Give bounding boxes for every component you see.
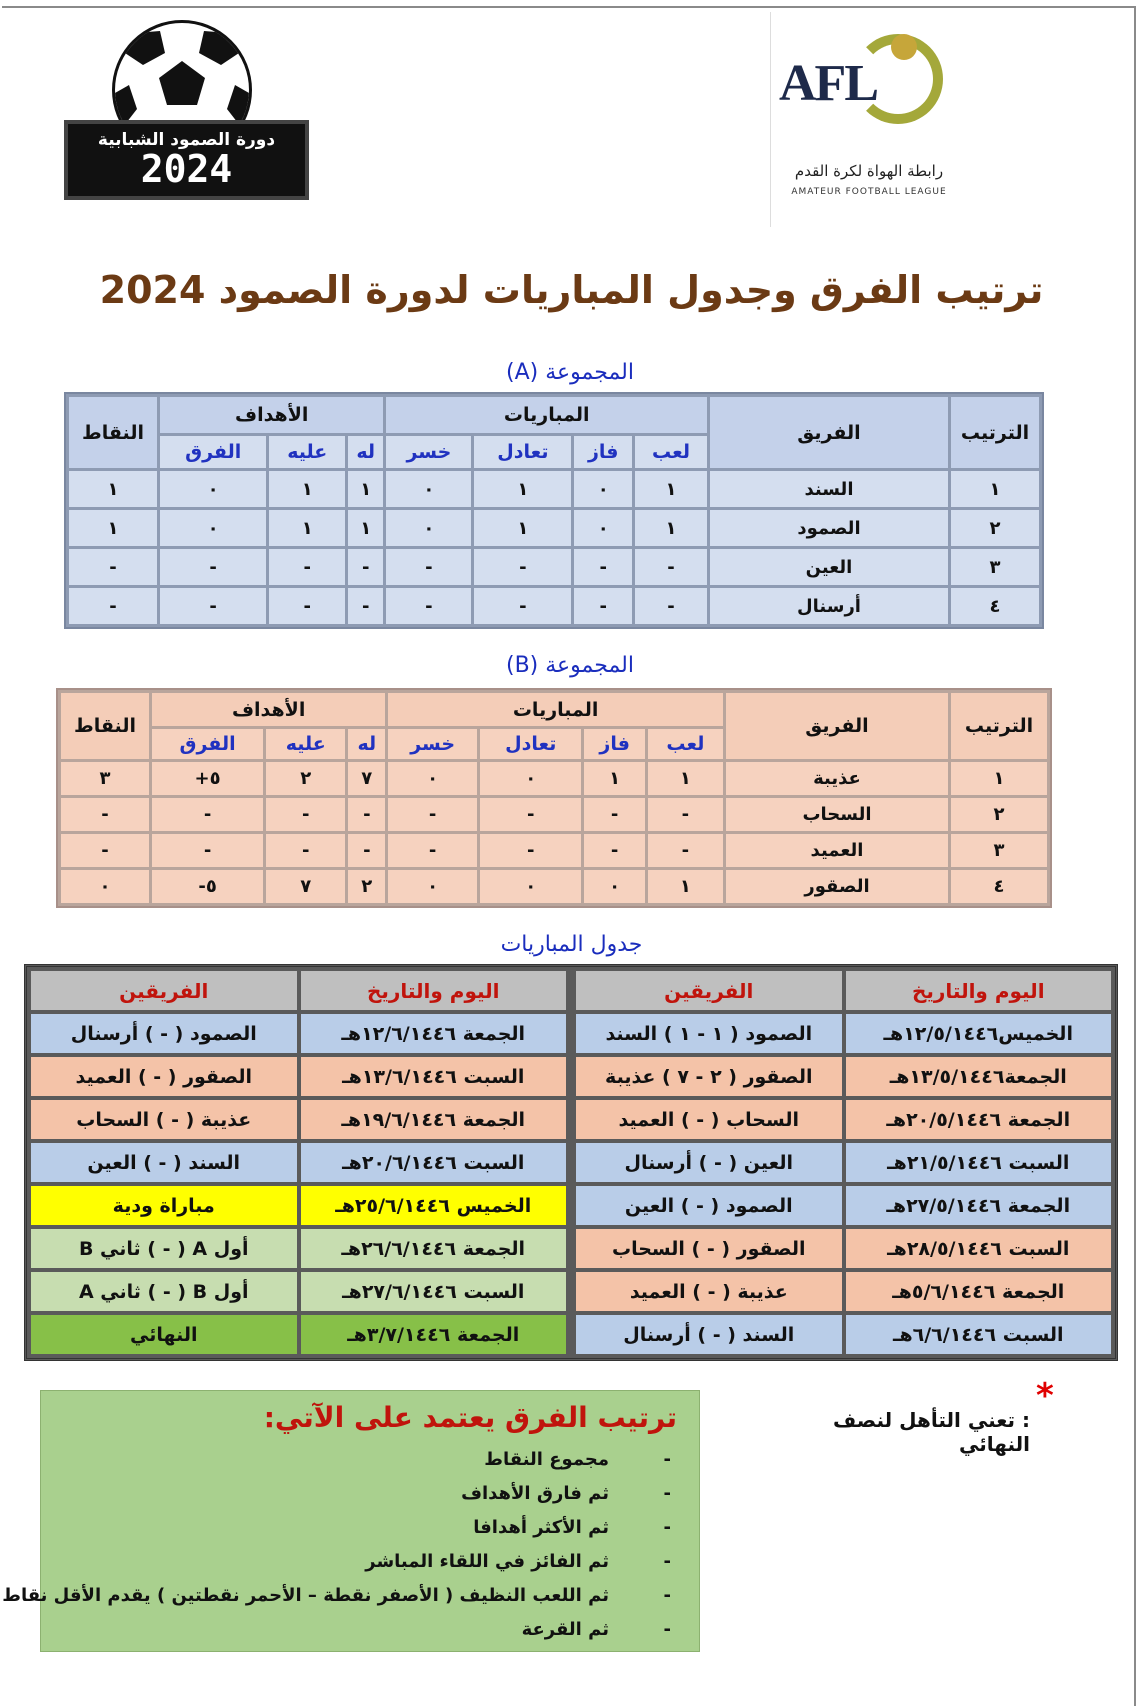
column-divider [570,1100,572,1139]
list-item [2,1443,671,1477]
cell-rank: ٣ [951,549,1039,585]
schedule-title: جدول المباريات [500,932,643,957]
col-against: عليه [266,729,345,759]
col-diff: الفرق [152,729,263,759]
table-row [61,834,1047,867]
match-date: الجمعة ٢٧/٥/١٤٤٦هـ [846,1186,1111,1225]
match-date: السبت ٦/٦/١٤٤٦هـ [846,1315,1111,1354]
asterisk-icon: * [1036,1376,1054,1416]
tournament-name: دورة الصمود الشبابية [97,130,276,150]
cell-won: ٠ [574,510,632,546]
column-divider [570,1229,572,1268]
match-teams: عذيبة ( - ) السحاب [31,1100,297,1139]
cell-points: - [69,549,157,585]
cell-won: - [584,798,644,831]
cell-drawn: - [480,834,581,867]
match-teams: الصقور ( - ) السحاب [576,1229,841,1268]
col-rank: الترتيب [951,693,1047,759]
cell-diff: ٥- [152,870,263,903]
col-teams: الفريقين [31,971,297,1010]
afl-logo [770,12,961,227]
match-teams: الصمود ( ١ - ١ ) السند [576,1014,841,1053]
cell-diff: ٥+ [152,762,263,795]
cell-for: ٢ [348,870,385,903]
tournament-year: 2024 [140,147,233,191]
cell-drawn: - [480,798,581,831]
cell-against: - [269,588,345,624]
rules-title: ترتيب الفرق يعتمد على الآتي: [263,1401,677,1434]
col-lost: خسر [388,729,477,759]
col-played: لعب [648,729,723,759]
table-row [31,1014,1111,1053]
bullet-dash: - [663,1551,671,1572]
match-teams: السند ( - ) أرسنال [576,1315,841,1354]
table-row [31,1186,1111,1225]
cell-team: السند [710,471,948,507]
match-date: الجمعة ٢٦/٦/١٤٤٦هـ [301,1229,566,1268]
cell-played: - [648,834,723,867]
cell-team: أرسنال [710,588,948,624]
cell-won: - [584,834,644,867]
col-drawn: تعادل [480,729,581,759]
list-item [2,1477,671,1511]
cell-points: ١ [69,510,157,546]
col-played: لعب [635,436,707,468]
qualification-note: : تعني التأهل لنصف النهائي [832,1408,1030,1456]
table-row [69,510,1039,546]
col-matches: المباريات [388,693,723,726]
cell-points: ٣ [61,762,149,795]
match-teams: أول B ( - ) ثاني A [31,1272,297,1311]
match-date: الجمعة ٢٠/٥/١٤٤٦هـ [846,1100,1111,1139]
rule-text: ثم الأكثر أهدافا [473,1517,609,1538]
group-b-title: المجموعة (B) [505,653,634,678]
cell-drawn: ١ [474,510,571,546]
rule-text: ثم فارق الأهداف [461,1483,609,1504]
col-rank: الترتيب [951,397,1039,468]
cell-team: السحاب [726,798,948,831]
cell-rank: ١ [951,762,1047,795]
match-teams: السحاب ( - ) العميد [576,1100,841,1139]
match-date: السبت ١٣/٦/١٤٤٦هـ [301,1057,566,1096]
column-divider [570,1186,572,1225]
cell-played: ١ [648,870,723,903]
cell-won: ٠ [574,471,632,507]
cell-against: ٢ [266,762,345,795]
cell-diff: - [152,798,263,831]
match-date: الجمعة ١٢/٦/١٤٤٦هـ [301,1014,566,1053]
cell-rank: ١ [951,471,1039,507]
cell-lost: ٠ [386,471,471,507]
cell-drawn: ١ [474,471,571,507]
cell-drawn: - [474,549,571,585]
cell-for: - [348,549,383,585]
cell-points: ٠ [61,870,149,903]
col-team: الفريق [710,397,948,468]
cell-team: العميد [726,834,948,867]
rule-text: ثم الفائز في اللقاء المباشر [365,1551,609,1572]
match-date: الجمعة١٣/٥/١٤٤٦هـ [846,1057,1111,1096]
bullet-dash: - [663,1517,671,1538]
cell-lost: ٠ [388,762,477,795]
col-points: النقاط [61,693,149,759]
match-teams: الصقور ( - ) العميد [31,1057,297,1096]
cell-lost: - [386,549,471,585]
match-teams: العين ( - ) أرسنال [576,1143,841,1182]
cell-team: العين [710,549,948,585]
table-row [31,1100,1111,1139]
group-b-table [56,688,1052,908]
col-against: عليه [269,436,345,468]
ranking-rules-box [2,1390,700,1652]
match-teams: السند ( - ) العين [31,1143,297,1182]
match-date: السبت ٢٨/٥/١٤٤٦هـ [846,1229,1111,1268]
match-date: السبت ٢٠/٦/١٤٤٦هـ [301,1143,566,1182]
table-row [31,1057,1111,1096]
cell-team: الصقور [726,870,948,903]
col-teams: الفريقين [576,971,841,1010]
table-row [31,1315,1111,1354]
cell-diff: - [160,588,266,624]
col-goals: الأهداف [160,397,383,433]
cell-points: - [69,588,157,624]
cell-won: ١ [584,762,644,795]
col-won: فاز [584,729,644,759]
column-divider [570,971,572,1010]
rules-list [2,1443,671,1647]
rule-text: مجموع النقاط [484,1449,609,1470]
cell-against: - [269,549,345,585]
match-teams: النهائي [31,1315,297,1354]
match-teams: الصقور ( ٢ - ٧ ) عذيبة [576,1057,841,1096]
cell-rank: ٢ [951,510,1039,546]
bullet-dash: - [663,1483,671,1504]
match-teams: أول A ( - ) ثاني B [31,1229,297,1268]
col-matches: المباريات [386,397,707,433]
cell-lost: - [388,834,477,867]
col-for: له [348,729,385,759]
cell-played: - [635,549,707,585]
cell-points: - [61,798,149,831]
cell-for: - [348,834,385,867]
group-a-title: المجموعة (A) [506,360,634,385]
list-item [2,1511,671,1545]
cell-played: ١ [648,762,723,795]
cell-lost: - [386,588,471,624]
match-date: الخميس١٢/٥/١٤٤٦هـ [846,1014,1111,1053]
cell-for: - [348,588,383,624]
cell-for: ١ [348,510,383,546]
table-row [69,471,1039,507]
table-row [31,1143,1111,1182]
bullet-dash: - [663,1585,671,1606]
cell-won: - [574,588,632,624]
tournament-banner [64,120,309,200]
rule-text: ثم اللعب النظيف ( الأصفر نقطة – الأحمر نقطتين ) يقدم الأقل نقاط [2,1585,609,1606]
col-won: فاز [574,436,632,468]
col-goals: الأهداف [152,693,385,726]
cell-played: ١ [635,510,707,546]
match-date: الجمعة ١٩/٦/١٤٤٦هـ [301,1100,566,1139]
match-date: السبت ٢١/٥/١٤٤٦هـ [846,1143,1111,1182]
column-divider [570,1014,572,1053]
table-row [61,762,1047,795]
col-drawn: تعادل [474,436,571,468]
list-item [2,1579,671,1613]
cell-rank: ٣ [951,834,1047,867]
cell-rank: ٢ [951,798,1047,831]
cell-against: - [266,798,345,831]
cell-against: ١ [269,510,345,546]
table-row [31,1229,1111,1268]
cell-diff: - [152,834,263,867]
match-teams: مباراة ودية [31,1186,297,1225]
table-row [31,1272,1111,1311]
match-teams: الصمود ( - ) العين [576,1186,841,1225]
cell-rank: ٤ [951,870,1047,903]
cell-lost: ٠ [386,510,471,546]
cell-won: ٠ [584,870,644,903]
match-teams: عذيبة ( - ) العميد [576,1272,841,1311]
column-divider [570,1057,572,1096]
col-diff: الفرق [160,436,266,468]
bullet-dash: - [663,1449,671,1470]
afl-english-name: AMATEUR FOOTBALL LEAGUE [791,187,947,197]
col-date: اليوم والتاريخ [846,971,1111,1010]
cell-for: ١ [348,471,383,507]
cell-diff: - [160,549,266,585]
col-lost: خسر [386,436,471,468]
list-item [2,1545,671,1579]
afl-arabic-name: رابطة الهواة لكرة القدم [794,162,944,180]
table-row [61,798,1047,831]
table-row [69,588,1039,624]
cell-drawn: - [474,588,571,624]
cell-diff: ٠ [160,471,266,507]
cell-drawn: ٠ [480,870,581,903]
cell-points: - [61,834,149,867]
cell-against: ٧ [266,870,345,903]
cell-against: - [266,834,345,867]
match-teams: الصمود ( - ) أرسنال [31,1014,297,1053]
cell-won: - [574,549,632,585]
cell-points: ١ [69,471,157,507]
schedule-table [24,964,1118,1361]
cell-for: - [348,798,385,831]
cell-drawn: ٠ [480,762,581,795]
match-date: الخميس ٢٥/٦/١٤٤٦هـ [301,1186,566,1225]
column-divider [570,1272,572,1311]
cell-against: ١ [269,471,345,507]
match-date: الجمعة ٣/٧/١٤٤٦هـ [301,1315,566,1354]
table-row [61,870,1047,903]
table-row [69,549,1039,585]
cell-played: - [648,798,723,831]
list-item [2,1613,671,1647]
group-a-table [64,392,1044,629]
tournament-logo [40,12,330,227]
afl-ball-icon [891,34,917,60]
column-divider [570,1143,572,1182]
cell-diff: ٠ [160,510,266,546]
match-date: الجمعة ٥/٦/١٤٤٦هـ [846,1272,1111,1311]
cell-played: - [635,588,707,624]
column-divider [570,1315,572,1354]
rule-text: ثم القرعة [521,1619,609,1640]
bullet-dash: - [663,1619,671,1640]
page-title: ترتيب الفرق وجدول المباريات لدورة الصمود 2024 [99,268,1044,312]
cell-team: عذيبة [726,762,948,795]
cell-played: ١ [635,471,707,507]
col-for: له [348,436,383,468]
col-points: النقاط [69,397,157,468]
cell-team: الصمود [710,510,948,546]
col-team: الفريق [726,693,948,759]
col-date: اليوم والتاريخ [301,971,566,1010]
cell-rank: ٤ [951,588,1039,624]
cell-lost: - [388,798,477,831]
cell-lost: ٠ [388,870,477,903]
match-date: السبت ٢٧/٦/١٤٤٦هـ [301,1272,566,1311]
afl-abbr: AFL [779,55,877,112]
cell-for: ٧ [348,762,385,795]
